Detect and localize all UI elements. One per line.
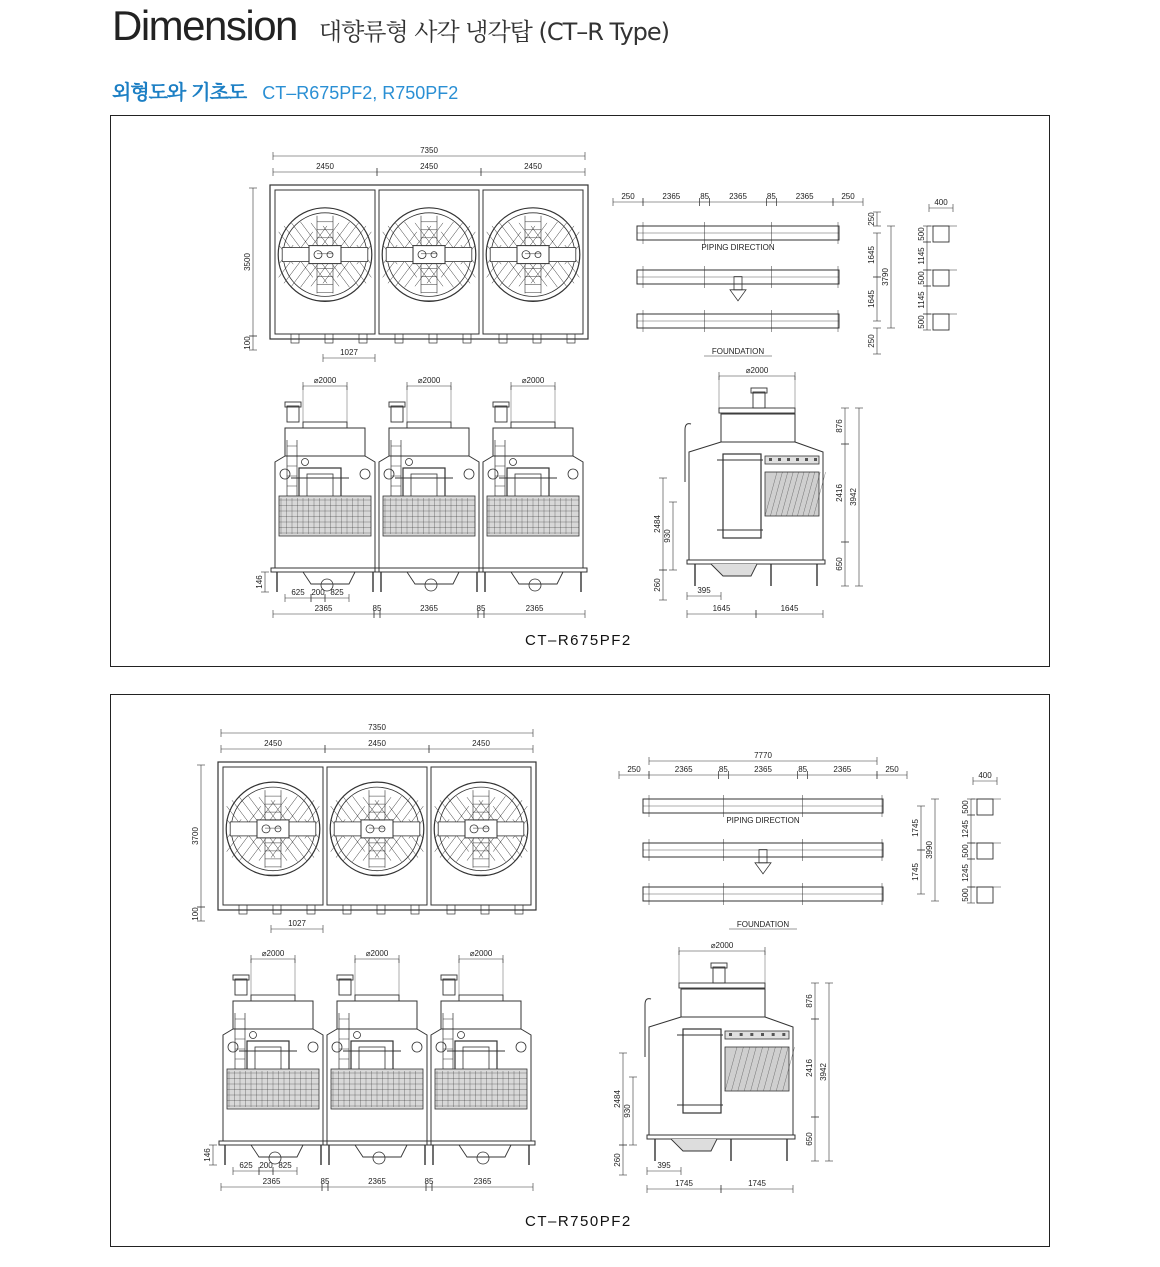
dimension-label: 3990 <box>925 841 934 859</box>
inlet-flange <box>516 1042 526 1052</box>
dimension-label: ⌀2000 <box>745 366 769 375</box>
base-rail <box>479 568 587 572</box>
dimension-label: 2365 <box>525 604 544 613</box>
dimension-label: 500 <box>917 271 926 285</box>
dimension-label: 1745 <box>911 819 920 837</box>
cold-water-basin <box>671 1139 717 1151</box>
dimension-label: 625 <box>291 588 305 597</box>
spray-nozzle <box>814 458 817 461</box>
inlet-flange <box>488 469 498 479</box>
base-rail <box>687 560 825 564</box>
inlet-flange <box>308 1042 318 1052</box>
piping-direction-label: PIPING DIRECTION <box>726 816 800 826</box>
inspection-port <box>406 459 413 466</box>
dimension-label: 3790 <box>881 268 890 286</box>
fan-stack <box>679 983 765 988</box>
dimension-label: 85 <box>700 192 710 201</box>
inlet-flange <box>280 469 290 479</box>
fan-stack <box>719 408 795 413</box>
dimension-label: ⌀2000 <box>417 376 441 385</box>
base-rail <box>647 1135 795 1139</box>
dimension-label: 1145 <box>917 291 926 309</box>
dimension-label: 2450 <box>524 162 542 171</box>
base-rail <box>219 1141 327 1145</box>
inlet-flange <box>360 469 370 479</box>
dimension-label: 1645 <box>867 246 876 264</box>
piping-direction-arrow-shaft <box>759 850 767 863</box>
dimension-label: 500 <box>917 227 926 241</box>
dimension-label: 7350 <box>420 146 438 155</box>
upper-casing <box>681 989 765 1017</box>
dimension-label: 500 <box>917 315 926 329</box>
dimension-label: 200 <box>311 588 325 597</box>
dimension-label: 1645 <box>712 604 731 613</box>
dimension-label: 500 <box>961 800 970 814</box>
dimension-label: 395 <box>657 1161 671 1170</box>
dimension-label: 650 <box>835 557 844 571</box>
motor <box>713 967 725 983</box>
dimension-label: 2450 <box>264 739 282 748</box>
spray-nozzle <box>787 458 790 461</box>
dimension-label: 1745 <box>748 1179 766 1188</box>
piping-direction-arrow <box>755 863 771 874</box>
base-rail <box>427 1141 535 1145</box>
motor <box>339 979 351 995</box>
spray-nozzle <box>772 1033 775 1036</box>
inspection-port <box>354 1032 361 1039</box>
foundation-pad <box>977 887 993 903</box>
fan-stack <box>303 422 347 428</box>
dimension-label: 85 <box>798 765 808 774</box>
dimension-label: 7770 <box>754 751 772 760</box>
piping-direction-label: PIPING DIRECTION <box>701 243 775 253</box>
dimension-label: 400 <box>978 771 992 780</box>
dimension-label: ⌀2000 <box>365 949 389 958</box>
dimension-label: 146 <box>255 575 264 589</box>
foundation-pad <box>933 226 949 242</box>
outlet-pipe <box>477 1152 489 1164</box>
dimension-label: 85 <box>766 192 776 201</box>
spray-nozzle <box>778 458 781 461</box>
base-rail <box>323 1141 431 1145</box>
fan-stack <box>355 995 399 1001</box>
dimension-label: 85 <box>320 1177 330 1186</box>
dimension-label: 2450 <box>472 739 490 748</box>
access-door-frame <box>723 454 761 538</box>
dimension-label: 250 <box>867 334 876 348</box>
dimension-label: 876 <box>835 419 844 433</box>
dimension-label: 2365 <box>262 1177 281 1186</box>
dimension-label: 1745 <box>911 863 920 881</box>
page-subtitle: 대향류형 사각 냉각탑 (CT–R Type) <box>318 18 670 46</box>
page-header <box>112 2 669 48</box>
dimension-label: 7350 <box>368 723 386 732</box>
motor <box>391 406 403 422</box>
spray-nozzle <box>796 458 799 461</box>
dimension-label: 260 <box>653 578 662 592</box>
motor <box>235 979 247 995</box>
dimension-label: 2365 <box>662 192 681 201</box>
dimension-label: 1645 <box>780 604 799 613</box>
fill-media <box>765 472 819 516</box>
dimension-label: 2365 <box>314 604 333 613</box>
spray-nozzle <box>750 1033 753 1036</box>
dimension-label: 2484 <box>613 1090 622 1108</box>
spray-nozzle <box>805 458 808 461</box>
dimension-label: 200 <box>259 1161 273 1170</box>
fan-stack <box>511 422 555 428</box>
inspection-port <box>458 1032 465 1039</box>
dimension-label: ⌀2000 <box>521 376 545 385</box>
cold-water-basin <box>407 572 459 584</box>
page-title: Dimension <box>112 2 297 49</box>
inlet-flange <box>384 469 394 479</box>
outlet-pipe <box>425 579 437 591</box>
section-header <box>112 76 458 105</box>
piping-direction-arrow <box>730 290 746 301</box>
foundation-pad <box>933 314 949 330</box>
inlet-flange <box>568 469 578 479</box>
dimension-label: 1027 <box>288 919 306 928</box>
dimension-label: 2416 <box>805 1059 814 1077</box>
dimension-label: 2365 <box>729 192 747 201</box>
dimension-label: 825 <box>330 588 344 597</box>
dimension-label: 2416 <box>835 484 844 502</box>
dimension-label: 3942 <box>849 488 858 506</box>
spray-nozzle <box>761 1033 764 1036</box>
dimension-label: 2365 <box>795 192 814 201</box>
dimension-label: 250 <box>841 192 855 201</box>
cold-water-basin <box>251 1145 303 1157</box>
dimension-label: 1027 <box>340 348 358 357</box>
dimension-label: 100 <box>243 336 252 350</box>
cold-water-basin <box>459 1145 511 1157</box>
inlet-flange <box>412 1042 422 1052</box>
drawing-panel-1 <box>110 115 1050 667</box>
dimension-label: 2450 <box>316 162 334 171</box>
inspection-port <box>250 1032 257 1039</box>
dimension-label: 1245 <box>961 864 970 882</box>
dimension-label: 650 <box>805 1132 814 1146</box>
foundation-pad <box>977 843 993 859</box>
hot-water-inlet-pipe <box>685 424 691 482</box>
dimension-label: 1645 <box>867 290 876 308</box>
dimension-label: 2365 <box>420 604 438 613</box>
dimension-label: 250 <box>621 192 635 201</box>
base-rail <box>271 568 379 572</box>
foundation-label: FOUNDATION <box>711 347 765 356</box>
technical-drawing-1 <box>111 116 1049 666</box>
dimension-label: 2450 <box>368 739 386 748</box>
cold-water-basin <box>511 572 563 584</box>
dimension-label: 2450 <box>420 162 438 171</box>
inlet-flange <box>436 1042 446 1052</box>
section-title: 외형도와 기초도 <box>112 80 247 104</box>
motor <box>495 406 507 422</box>
foundation-pad <box>933 270 949 286</box>
dimension-label: ⌀2000 <box>261 949 285 958</box>
piping-direction-arrow-shaft <box>734 277 742 290</box>
dimension-label: 2365 <box>754 765 772 774</box>
dimension-label: 146 <box>203 1148 212 1162</box>
water-distribution <box>765 456 819 464</box>
dimension-label: 260 <box>613 1153 622 1167</box>
fill-media <box>725 1047 789 1091</box>
hot-water-inlet-pipe <box>645 999 651 1057</box>
base-rail <box>375 568 483 572</box>
dimension-label: 3942 <box>819 1063 828 1081</box>
dimension-label: 500 <box>961 844 970 858</box>
dimension-label: 2365 <box>473 1177 492 1186</box>
cold-water-basin <box>303 572 355 584</box>
fan-stack <box>459 995 503 1001</box>
fan-stack <box>407 422 451 428</box>
access-door-frame <box>683 1029 721 1113</box>
technical-drawing-2 <box>111 695 1049 1246</box>
dimension-label: 625 <box>239 1161 253 1170</box>
dimension-label: 500 <box>961 888 970 902</box>
spray-nozzle <box>769 458 772 461</box>
dimension-label: 930 <box>663 529 672 543</box>
outlet-pipe <box>529 579 541 591</box>
fan-stack <box>251 995 295 1001</box>
dimension-label: 85 <box>424 1177 434 1186</box>
drawing-caption-1: CT–R675PF2 <box>525 632 632 649</box>
dimension-label: 1145 <box>917 247 926 265</box>
drawing-caption-2: CT–R750PF2 <box>525 1213 632 1230</box>
dimension-label: 2484 <box>653 515 662 533</box>
inlet-flange <box>464 469 474 479</box>
motor <box>443 979 455 995</box>
dimension-label: 250 <box>885 765 899 774</box>
foundation-label: FOUNDATION <box>736 920 790 929</box>
dimension-label: 400 <box>934 198 948 207</box>
dimension-label: 85 <box>372 604 382 613</box>
inspection-port <box>510 459 517 466</box>
dimension-label: 876 <box>805 994 814 1008</box>
cold-water-basin <box>711 564 757 576</box>
section-models: CT–R675PF2, R750PF2 <box>262 83 459 103</box>
dimension-label: 825 <box>278 1161 292 1170</box>
dimension-label: 85 <box>476 604 486 613</box>
dimension-label: 100 <box>191 907 200 921</box>
foundation-pad <box>977 799 993 815</box>
motor <box>287 406 299 422</box>
spray-nozzle <box>729 1033 732 1036</box>
cold-water-basin <box>355 1145 407 1157</box>
motor <box>753 392 765 408</box>
dimension-label: ⌀2000 <box>469 949 493 958</box>
spray-nozzle <box>782 1033 785 1036</box>
dimension-label: 3500 <box>243 253 252 271</box>
dimension-label: 85 <box>718 765 728 774</box>
dimension-label: 2365 <box>674 765 693 774</box>
spray-nozzle <box>740 1033 743 1036</box>
upper-casing <box>721 414 795 442</box>
dimension-label: 2365 <box>833 765 852 774</box>
dimension-label: 395 <box>697 586 711 595</box>
dimension-label: 250 <box>627 765 641 774</box>
dimension-label: 250 <box>867 212 876 226</box>
water-distribution <box>725 1031 789 1039</box>
inlet-flange <box>228 1042 238 1052</box>
dimension-label: 2365 <box>368 1177 386 1186</box>
dimension-label: 3700 <box>191 827 200 845</box>
dimension-label: ⌀2000 <box>313 376 337 385</box>
dimension-label: 1745 <box>675 1179 693 1188</box>
dimension-label: 930 <box>623 1104 632 1118</box>
drawing-panel-2 <box>110 694 1050 1247</box>
dimension-label: 1245 <box>961 820 970 838</box>
inspection-port <box>302 459 309 466</box>
inlet-flange <box>332 1042 342 1052</box>
dimension-label: ⌀2000 <box>710 941 734 950</box>
outlet-pipe <box>373 1152 385 1164</box>
